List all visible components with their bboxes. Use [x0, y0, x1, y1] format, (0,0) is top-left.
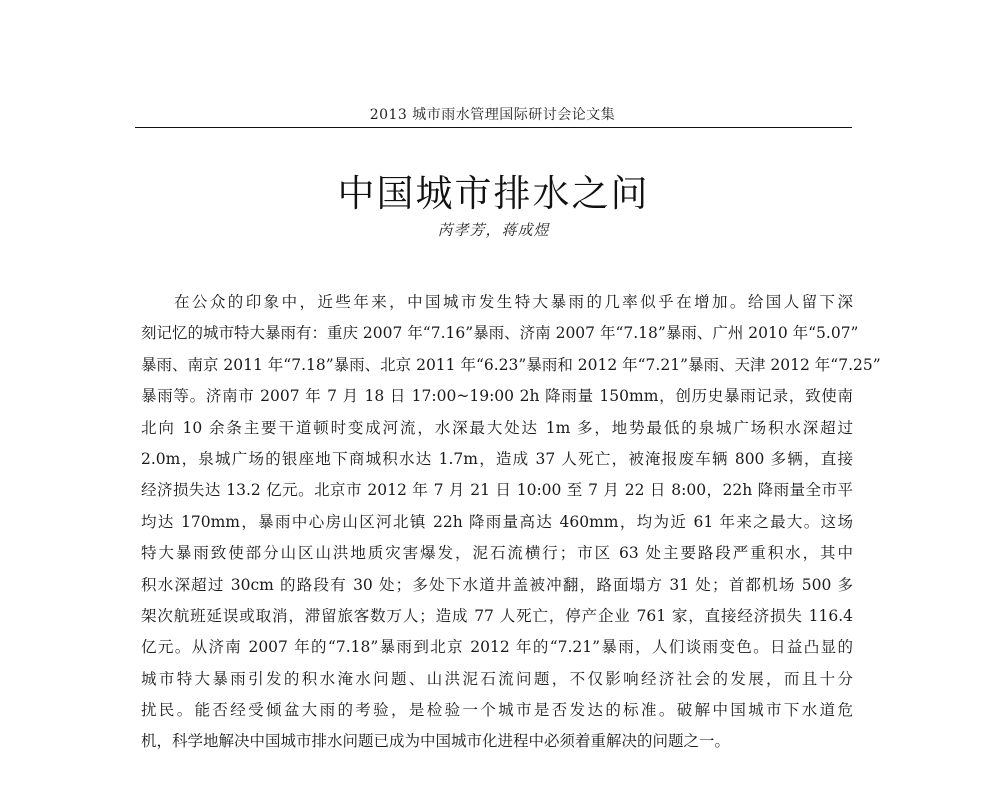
paper-title: 中国城市排水之问 — [337, 172, 650, 215]
body-line: 亿元。从济南 2007 年的“7.18”暴雨到北京 2012 年的“7.21”暴雨，人们谈雨变色。日益凸显的 — [141, 638, 853, 657]
running-header: 2013 城市雨水管理国际研讨会论文集 — [369, 107, 616, 123]
body-line: 积水深超过 30cm 的路段有 30 处；多处下水道井盖被冲翻，路面塌方 31 处；首都机场 500 多 — [141, 575, 853, 594]
body-line: 机，科学地解决中国城市排水问题已成为中国城市化进程中必须着重解决的问题之一。 — [141, 732, 731, 751]
body-line: 暴雨等。济南市 2007 年 7 月 18 日 17:00~19:00 2h 降雨量 150mm，创历史暴雨记录，致使南 — [141, 387, 853, 406]
body-line: 均达 170mm，暴雨中心房山区河北镇 22h 降雨量高达 460mm，均为近 61 年来之最大。这场 — [141, 512, 853, 531]
body-line: 刻记忆的城市特大暴雨有：重庆 2007 年“7.16”暴雨、济南 2007 年“7.18”暴雨、广州 2010 年“5.07” — [141, 324, 859, 343]
body-line: 暴雨、南京 2011 年“7.18”暴雨、北京 2011 年“6.23”暴雨和 2012 年“7.21”暴雨、天津 2012 年“7.25” — [141, 355, 881, 374]
body-line: 在公众的印象中，近些年来，中国城市发生特大暴雨的几率似乎在增加。给国人留下深 — [174, 293, 853, 311]
authors: 芮孝芳，蒋成煜 — [437, 221, 550, 239]
body-line: 经济损失达 13.2 亿元。北京市 2012 年 7 月 21 日 10:00 至 7 月 22 日 8:00，22h 降雨量全市平 — [141, 481, 853, 500]
body-line: 特大暴雨致使部分山区山洪地质灾害爆发，泥石流横行；市区 63 处主要路段严重积水，其中 — [141, 544, 853, 563]
body-line: 城市特大暴雨引发的积水淹水问题、山洪泥石流问题，不仅影响经济社会的发展，而且十分 — [141, 669, 853, 688]
header-rule — [135, 127, 852, 128]
body-paragraph — [141, 287, 881, 758]
body-line: 架次航班延误或取消，滞留旅客数万人；造成 77 人死亡，停产企业 761 家，直接经济损失 116.4 — [141, 606, 853, 625]
body-line: 扰民。能否经受倾盆大雨的考验，是检验一个城市是否发达的标准。破解中国城市下水道危 — [141, 701, 853, 720]
body-line: 2.0m，泉城广场的银座地下商城积水达 1.7m，造成 37 人死亡，被淹报废车辆 800 多辆，直接 — [141, 449, 853, 468]
body-line: 北向 10 余条主要干道顿时变成河流，水深最大处达 1m 多，地势最低的泉城广场积水深超过 — [141, 418, 853, 437]
